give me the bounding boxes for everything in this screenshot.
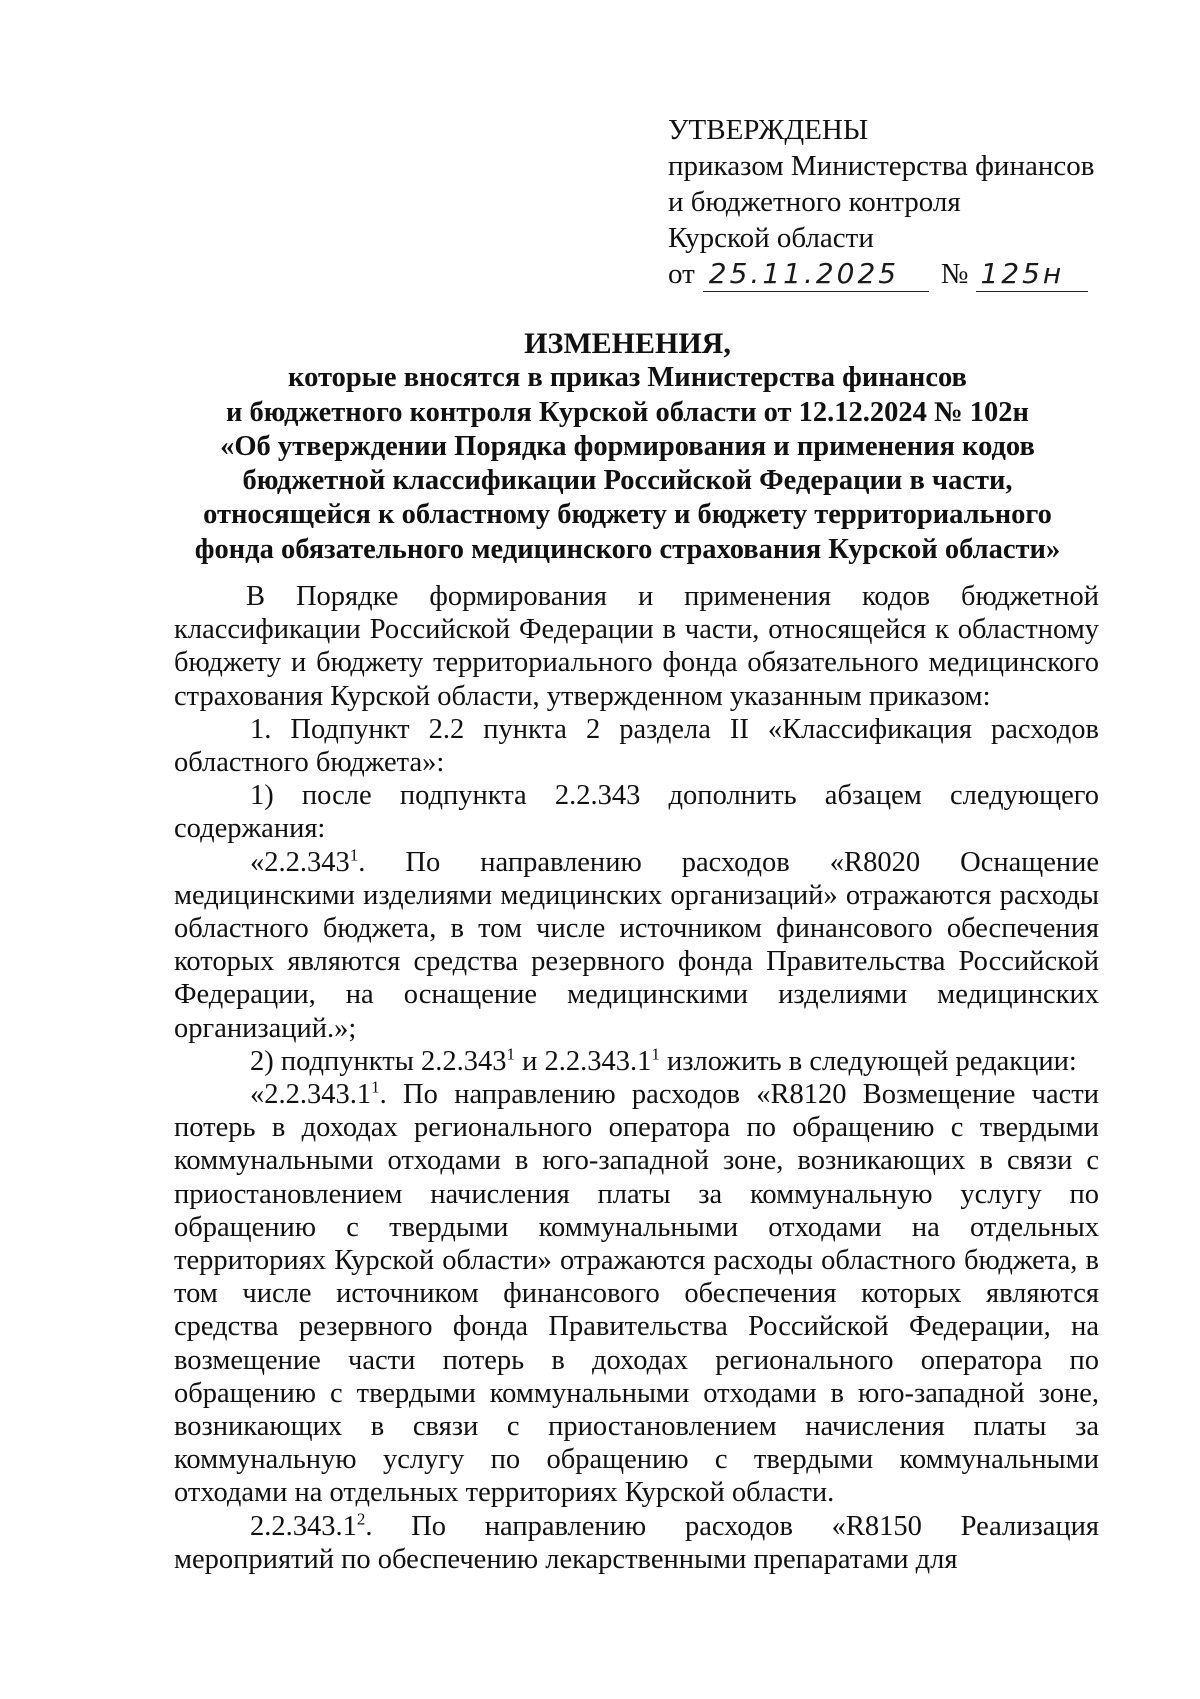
approval-date-number-row [668, 256, 1088, 292]
heading-line: и бюджетного контроля Курской области от 12.12.2024 № 102н [226, 396, 1029, 428]
item-superscript: 1 [651, 1044, 660, 1064]
quote-text: . По направлению расходов «R8020 Оснащение медицинскими изделиями медицинских организаций» отражаются расходы областного бюджета, в том числе источником финансового обеспечения которых являются средства резервного фонда Правительства Российской Федерации, на оснащение медицинскими изделиями медицинских организаций.»; [174, 846, 1099, 1044]
approval-line-2: и бюджетного контроля [668, 186, 961, 218]
quote-text: . По направлению расходов «R8120 Возмещение части потерь в доходах регионального оператора по обращению с твердыми коммунальными отходами в юго-западной зоне, возникающих в связи с приостановлением начисления платы за коммунальную услугу по обращению с твердыми коммунальными отходами на отдельных территориях Курской области» отражаются расходы областного бюджета, в том числе источником финансового обеспечения которых являются средства резервного фонда Правительства Российской Федерации, на возмещение части потерь в доходах регионального оператора по обращению с твердыми коммунальными отходами в юго-западной зоне, возникающих в связи с приостановлением начисления платы за коммунальную услугу по обращению с твердыми коммунальными отходами на отдельных территориях Курской области. [174, 1079, 1099, 1509]
heading-line: которые вносятся в приказ Министерства финансов [288, 362, 967, 394]
handwritten-date: 25.11.2025 [703, 257, 929, 292]
heading-title: ИЗМЕНЕНИЯ, [524, 327, 731, 360]
approval-title: УТВЕРЖДЕНЫ [668, 114, 869, 146]
item-text: 2) подпункты 2.2.343 [250, 1045, 507, 1077]
quote-number: «2.2.343.1 [250, 1079, 372, 1111]
quote-2-2-343-1-2-paragraph [174, 1510, 1099, 1576]
heading-line: фонда обязательного медицинского страхования Курской области» [194, 533, 1061, 565]
item-superscript: 1 [506, 1044, 515, 1064]
quote-text: . По направлению расходов «R8150 Реализация мероприятий по обеспечению лекарственными препаратами для [174, 1510, 1099, 1575]
item-1-2-paragraph [174, 1045, 1099, 1078]
heading-line: бюджетной классификации Российской Федерации в части, [242, 465, 1013, 497]
date-prefix: от [668, 258, 695, 290]
approval-block [668, 112, 1095, 292]
quote-superscript: 1 [349, 845, 359, 865]
quote-number: 2.2.343.1 [250, 1510, 357, 1542]
item-1-1-paragraph: 1) после подпункта 2.2.343 дополнить абзацем следующего содержания: [174, 780, 1099, 845]
approval-line-1: приказом Министерства финансов [668, 150, 1095, 182]
quote-2-2-343-1-1-paragraph [174, 1078, 1099, 1510]
heading-line: «Об утверждении Порядка формирования и применения кодов [220, 430, 1035, 462]
quote-2-2-343-1-paragraph [174, 846, 1099, 1045]
quote-superscript: 1 [371, 1077, 380, 1097]
document-heading [160, 327, 1095, 567]
handwritten-number: 125н [976, 257, 1088, 292]
approval-line-3: Курской области [668, 222, 874, 254]
quote-superscript: 2 [356, 1509, 366, 1529]
item-text: изложить в следующей редакции: [659, 1045, 1077, 1077]
document-body [174, 580, 1099, 1576]
quote-number: «2.2.343 [250, 846, 350, 878]
heading-line: относящейся к областному бюджету и бюджету территориального [203, 499, 1052, 531]
item-text: и 2.2.343.1 [515, 1045, 652, 1077]
intro-paragraph: В Порядке формирования и применения кодов бюджетной классификации Российской Федерации в части, относящейся к областному бюджету и бюджету территориального фонда обязательного медицинского страхования Курской области, утвержденном указанным приказом: [174, 581, 1099, 712]
number-prefix: № [940, 258, 969, 290]
item-1-paragraph: 1. Подпункт 2.2 пункта 2 раздела II «Классификация расходов областного бюджета»: [174, 713, 1099, 779]
